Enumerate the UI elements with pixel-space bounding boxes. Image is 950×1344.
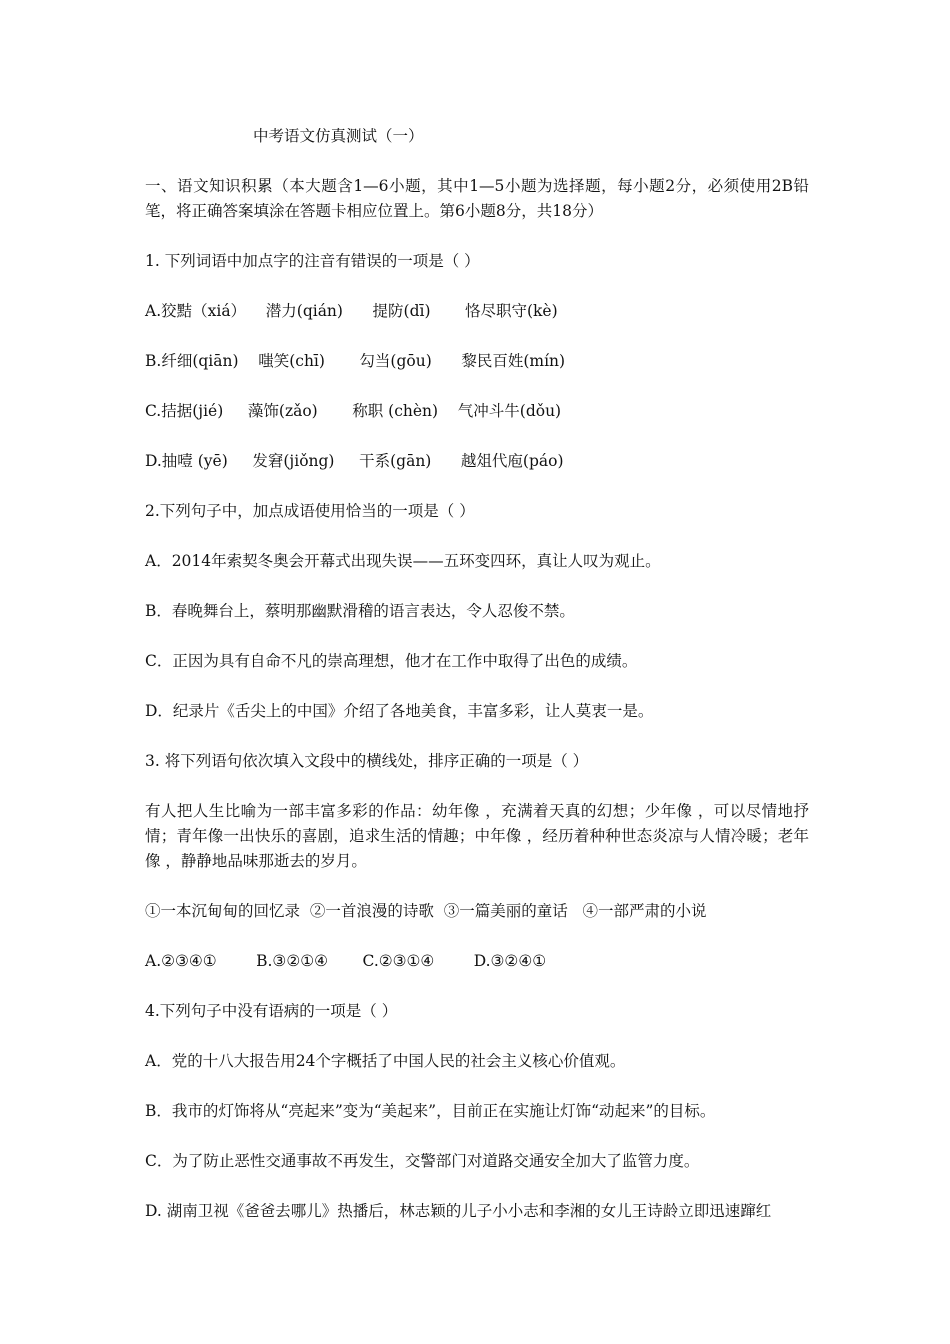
question-3-items: ①一本沉甸甸的回忆录 ②一首浪漫的诗歌 ③一篇美丽的童话 ④一部严肃的小说 bbox=[145, 902, 707, 920]
question-3-stem: 3. 将下列语句依次填入文段中的横线处，排序正确的一项是（ ） bbox=[145, 752, 589, 770]
question-1-stem: 1. 下列词语中加点字的注音有错误的一项是（ ） bbox=[145, 252, 480, 270]
question-4-option-b: B．我市的灯饰将从“亮起来”变为“美起来”，目前正在实施让灯饰“动起来”的目标。 bbox=[145, 1102, 716, 1120]
question-4-option-d: D. 湖南卫视《爸爸去哪儿》热播后，林志颖的儿子小小志和李湘的女儿王诗龄立即迅速蹿红 bbox=[145, 1202, 772, 1220]
question-2-stem: 2.下列句子中，加点成语使用恰当的一项是（ ） bbox=[145, 502, 475, 520]
question-4-option-a: A．党的十八大报告用24个字概括了中国人民的社会主义核心价值观。 bbox=[145, 1052, 626, 1070]
document-body bbox=[145, 124, 809, 1249]
question-3-options: A.②③④① B.③②①④ C.②③①④ D.③②④① bbox=[145, 952, 547, 970]
question-1-option-b: B.纤细(qiān) 嗤笑(chī) 勾当(gōu) 黎民百姓(mín) bbox=[145, 352, 566, 370]
question-4-stem: 4.下列句子中没有语病的一项是（ ） bbox=[145, 1002, 398, 1020]
question-1-option-a: A.狡黠（xiá） 潜力(qián) 提防(dī) 恪尽职守(kè) bbox=[145, 302, 558, 320]
page-title: 中考语文仿真测试（一） bbox=[253, 127, 424, 145]
question-2-option-b: B．春晚舞台上，蔡明那幽默滑稽的语言表达，令人忍俊不禁。 bbox=[145, 602, 575, 620]
question-2-option-d: D．纪录片《舌尖上的中国》介绍了各地美食，丰富多彩，让人莫衷一是。 bbox=[145, 702, 654, 720]
question-2-option-a: A．2014年索契冬奥会开幕式出现失误——五环变四环，真让人叹为观止。 bbox=[145, 552, 661, 570]
question-3-passage: 有人把人生比喻为一部丰富多彩的作品：幼年像 ，充满着天真的幻想；少年像 ，可以尽情地抒情；青年像一出快乐的喜剧，追求生活的情趣；中年像 ，经历着种种世态炎凉与人情冷暖；老年像 ，静静地品味那逝去的岁月。 bbox=[145, 802, 809, 870]
question-1-option-d: D.抽噎 (yē) 发窘(jiǒng) 干系(gān) 越俎代庖(páo) bbox=[145, 452, 564, 470]
question-1-option-c: C.拮据(jié) 藻饰(zǎo) 称职 (chèn) 气冲斗牛(dǒu) bbox=[145, 402, 562, 420]
question-2-option-c: C．正因为具有自命不凡的崇高理想，他才在工作中取得了出色的成绩。 bbox=[145, 652, 638, 670]
section-heading: 一、语文知识积累（本大题含1—6小题，其中1—5小题为选择题，每小题2分，必须使用2B铅笔，将正确答案填涂在答题卡相应位置上。第6小题8分，共18分） bbox=[145, 177, 809, 220]
question-4-option-c: C．为了防止恶性交通事故不再发生，交警部门对道路交通安全加大了监管力度。 bbox=[145, 1152, 700, 1170]
